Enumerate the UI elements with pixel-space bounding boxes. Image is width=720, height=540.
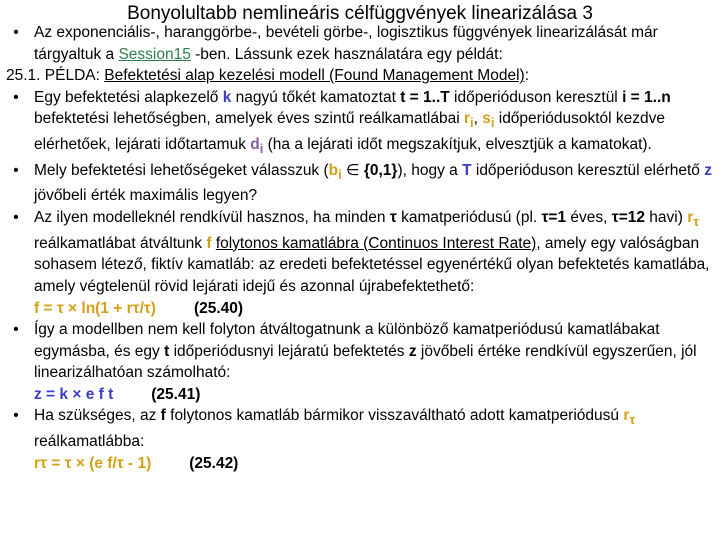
example-suffix: : [524,67,529,85]
text-span: Mely befektetési lehetőségeket válasszuk ( [34,161,329,179]
example-title: Befektetési alap kezelési modell (Found Management Model) [104,67,525,85]
var-d [250,136,264,157]
text-span: időperióduson keresztül elérhető [471,161,705,179]
var-r [463,110,474,131]
text-span: nagyú tőkét kamatoztat [231,88,401,106]
text-span: Így a modellben nem kell folyton átváltogatnunk a különböző kamatperiódusú kamatlábakat egymásba, és egy [34,321,660,360]
var-r-tau-sub: τ [629,412,636,428]
text-span: reálkamatlábba: [34,433,145,451]
var-r-letter: r [463,110,470,128]
var-tau: τ [389,209,397,227]
text-span: (ha a lejárati időt megszakítjuk, elvesztjük a kamatokat). [263,136,652,154]
bullet-question [6,160,712,207]
intro-bullet [6,22,712,65]
text-span: , amely egy valóságban sohasem létező, fiktív kamatláb: az eredeti befektetéssel egyenértékű olyan befektetés kamatlába, amely végtelenül rövid lejárati idejű és azonnal újrabefektethető: [34,234,710,295]
var-b [328,161,342,182]
var-f: f [206,234,212,252]
var-r-sub: i [470,115,474,131]
text-span: jövőbeli értéke rendkívül egyszerűen, jól linearizálhatóan számolható: [34,342,697,382]
var-z: z [408,342,417,360]
intro-text-1: Az exponenciális-, haranggörbe-, bevételi görbe-, logisztikus függvények linearizálását már tárgyaltuk a [34,24,658,63]
var-d-sub: i [259,141,264,157]
bullet-marker: • [13,24,19,41]
text-span: havi) [645,209,688,227]
var-r-tau-letter: r [687,209,694,227]
var-s-sub: i [490,115,495,131]
text-span: ), hogy a [397,161,463,179]
text-span: időperiódusnyi lejáratú befektetés [169,342,409,360]
var-T: T [462,161,472,179]
formula-25-40: f = τ × ln(1 + rτ/τ) [34,299,156,317]
text-span: jövőbeli érték maximális legyen? [34,187,258,205]
slide-content [6,22,712,474]
equation-number-25-40: (25.40) [193,299,244,317]
formula-25-41: z = k × e f t [34,385,114,403]
formula-25-42: rτ = τ × (e f/τ - 1) [34,454,152,472]
var-r-tau-sub: τ [693,214,700,230]
text-span: befektetési lehetőségben, amelyek éves szintű reálkamatlábai [34,110,464,128]
text-span: időperióduson keresztül [449,88,623,106]
bullet-continuous-rate [6,207,712,319]
var-z: z [704,161,712,179]
example-heading [6,65,712,87]
var-t: t [164,342,170,360]
var-r-tau [687,209,700,230]
var-k: k [222,88,232,106]
slide-title: Bonyolultabb nemlineáris célfüggvények linearizálása 3 [127,3,593,24]
example-prefix: 25.1. PÉLDA: [6,67,105,85]
bullet-marker: • [13,88,19,106]
var-d-letter: d [250,136,260,154]
text-span: kamatperiódusú (pl. [396,209,542,227]
equation-number-25-41: (25.41) [151,385,201,403]
session15-link[interactable]: Session15 [118,45,191,63]
var-b-letter: b [328,161,339,179]
text-span: Az ilyen modelleknél rendkívül hasznos, ha minden [34,209,390,227]
text-span: reálkamatlábat átváltunk [34,234,207,252]
text-span: időperiódusoktól kezdve elérhetőek, lejárati időtartamuk [34,110,666,154]
equation-number-25-42: (25.42) [189,454,239,472]
text-span: , [473,110,483,128]
tau-12: τ=12 [611,209,645,227]
intro-text-2: -ben. Lássunk ezek használatára egy példát: [190,45,503,63]
var-r-tau [623,407,636,428]
i-range: i = 1..n [622,88,671,106]
bullet-marker: • [13,161,19,179]
text-span: Ha szükséges, az [34,407,161,425]
text-span: Egy befektetési alapkezelő [34,88,223,106]
t-range: t = 1..T [400,88,450,106]
bullet-model-description [6,87,712,160]
bullet-reconversion [6,405,712,474]
binary-set: {0,1} [363,161,398,179]
var-b-sub: i [338,166,342,182]
bullet-marker: • [13,321,19,339]
bullet-marker: • [13,407,19,425]
var-s-letter: s [482,110,491,128]
continuous-rate-link[interactable]: folytonos kamatlábra (Continuos Interest Rate) [215,234,537,252]
var-f: f [160,407,166,425]
bullet-future-value [6,319,712,405]
var-r-tau-letter: r [623,407,630,425]
text-span: ∈ [341,161,364,179]
var-s [482,110,495,131]
bullet-marker: • [13,209,19,227]
text-span: éves, [566,209,612,227]
tau-1: τ=1 [541,209,567,227]
text-span: folytonos kamatláb bármikor visszaváltható adott kamatperiódusú [165,407,624,425]
